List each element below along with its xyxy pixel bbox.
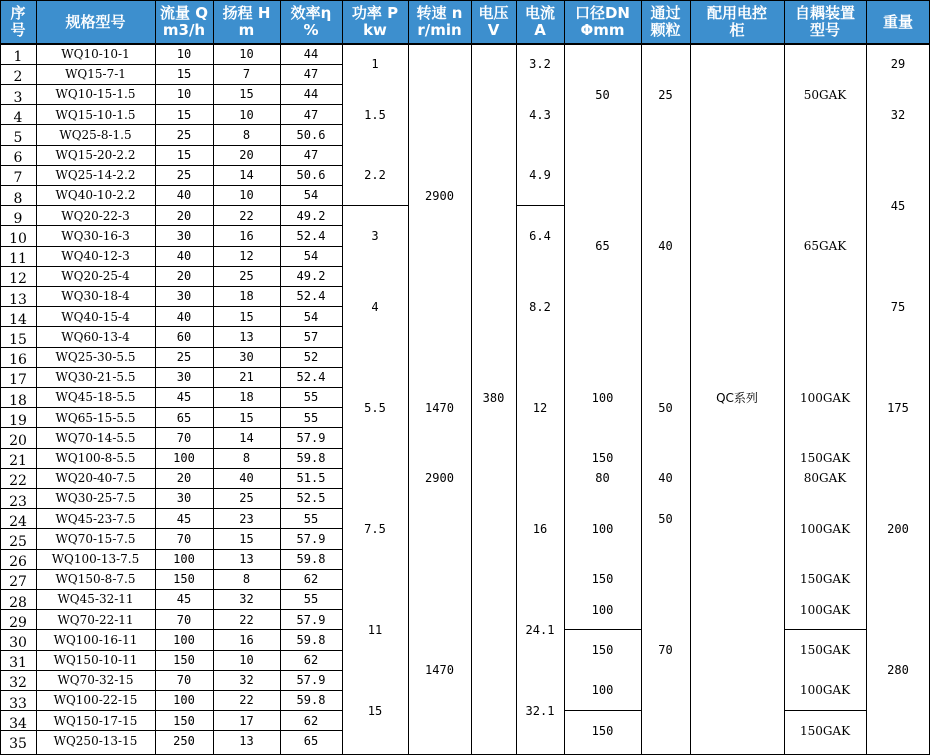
particle-cell: 50 <box>641 488 690 549</box>
power-cell: 2.2 <box>342 145 408 206</box>
coupling-cell: 100GAK <box>784 670 866 710</box>
row-model: WQ100-16-11 <box>36 630 155 650</box>
grid-line <box>0 629 342 630</box>
row-efficiency: 55 <box>280 509 342 529</box>
power-cell: 1.5 <box>342 84 408 145</box>
row-flow: 45 <box>155 509 213 529</box>
grid-line <box>0 690 342 691</box>
row-flow: 25 <box>155 165 213 185</box>
grid-line <box>0 609 342 610</box>
row-head: 16 <box>213 226 280 246</box>
row-head: 17 <box>213 711 280 731</box>
row-index: 32 <box>0 670 36 690</box>
diameter-cell: 100 <box>564 347 641 448</box>
row-efficiency: 51.5 <box>280 468 342 488</box>
header-current: 电流 A <box>516 0 564 44</box>
row-efficiency: 57.9 <box>280 610 342 630</box>
row-model: WQ70-14-5.5 <box>36 428 155 448</box>
row-flow: 100 <box>155 448 213 468</box>
current-cell: 6.4 <box>516 206 564 267</box>
row-efficiency: 50.6 <box>280 165 342 185</box>
voltage-cell: 380 <box>471 44 516 751</box>
current-cell: 3.2 <box>516 44 564 84</box>
row-head: 15 <box>213 408 280 428</box>
grid-line <box>0 246 342 247</box>
row-model: WQ25-8-1.5 <box>36 125 155 145</box>
speed-cell: 1470 <box>408 347 471 468</box>
particle-cell: 70 <box>641 549 690 751</box>
row-model: WQ20-40-7.5 <box>36 468 155 488</box>
row-efficiency: 47 <box>280 145 342 165</box>
row-index: 31 <box>0 650 36 670</box>
row-head: 22 <box>213 690 280 710</box>
header-speed: 转速 n r/min <box>408 0 471 44</box>
row-flow: 150 <box>155 650 213 670</box>
row-index: 28 <box>0 589 36 609</box>
particle-cell: 50 <box>641 347 690 468</box>
diameter-cell: 100 <box>564 670 641 710</box>
row-model: WQ45-23-7.5 <box>36 509 155 529</box>
row-flow: 250 <box>155 731 213 751</box>
row-model: WQ30-25-7.5 <box>36 488 155 508</box>
grid-line <box>0 468 342 469</box>
weight-cell: 32 <box>866 84 930 145</box>
row-head: 25 <box>213 266 280 286</box>
row-model: WQ40-15-4 <box>36 307 155 327</box>
grid-line <box>0 730 342 731</box>
row-head: 10 <box>213 44 280 64</box>
coupling-cell: 150GAK <box>784 711 866 751</box>
power-cell: 5.5 <box>342 347 408 468</box>
row-head: 13 <box>213 327 280 347</box>
row-model: WQ150-17-15 <box>36 711 155 731</box>
header-flow: 流量 Q m3/h <box>155 0 213 44</box>
speed-cell: 2900 <box>408 468 471 488</box>
row-model: WQ20-25-4 <box>36 266 155 286</box>
grid-line <box>0 670 342 671</box>
row-model: WQ45-18-5.5 <box>36 387 155 407</box>
coupling-cell: 100GAK <box>784 589 866 629</box>
row-index: 7 <box>0 165 36 185</box>
header-head: 扬程 H m <box>213 0 280 44</box>
row-flow: 20 <box>155 266 213 286</box>
header-particle: 通过 颗粒 <box>641 0 690 44</box>
row-index: 2 <box>0 64 36 84</box>
row-index: 11 <box>0 246 36 266</box>
power-cell: 1 <box>342 44 408 84</box>
row-flow: 30 <box>155 488 213 508</box>
row-efficiency: 52.4 <box>280 286 342 306</box>
weight-cell: 29 <box>866 44 930 84</box>
row-efficiency: 50.6 <box>280 125 342 145</box>
row-efficiency: 54 <box>280 185 342 205</box>
row-efficiency: 57.9 <box>280 529 342 549</box>
row-flow: 60 <box>155 327 213 347</box>
weight-cell: 45 <box>866 145 930 266</box>
grid-line <box>0 84 342 85</box>
current-cell: 32.1 <box>516 670 564 751</box>
coupling-cell: 150GAK <box>784 569 866 589</box>
row-head: 10 <box>213 105 280 125</box>
header-index: 序 号 <box>0 0 36 44</box>
row-head: 32 <box>213 589 280 609</box>
row-index: 29 <box>0 610 36 630</box>
row-index: 8 <box>0 185 36 205</box>
row-head: 22 <box>213 610 280 630</box>
grid-line <box>0 589 342 590</box>
row-head: 10 <box>213 650 280 670</box>
row-index: 4 <box>0 105 36 125</box>
coupling-cell: 100GAK <box>784 347 866 448</box>
diameter-cell: 80 <box>564 468 641 488</box>
row-flow: 10 <box>155 44 213 64</box>
row-flow: 25 <box>155 347 213 367</box>
current-cell: 4.3 <box>516 84 564 145</box>
header-voltage: 电压 V <box>471 0 516 44</box>
row-head: 15 <box>213 307 280 327</box>
grid-line <box>0 124 342 125</box>
row-model: WQ45-32-11 <box>36 589 155 609</box>
row-index: 16 <box>0 347 36 367</box>
header-weight: 重量 <box>866 0 930 44</box>
row-model: WQ40-12-3 <box>36 246 155 266</box>
row-efficiency: 55 <box>280 387 342 407</box>
grid-line <box>0 347 342 348</box>
particle-cell: 40 <box>641 145 690 347</box>
row-head: 14 <box>213 165 280 185</box>
row-efficiency: 52.4 <box>280 226 342 246</box>
row-efficiency: 47 <box>280 105 342 125</box>
row-index: 19 <box>0 408 36 428</box>
row-index: 23 <box>0 488 36 508</box>
row-flow: 70 <box>155 670 213 690</box>
current-cell: 8.2 <box>516 266 564 347</box>
grid-line <box>0 488 342 489</box>
current-cell: 16 <box>516 468 564 589</box>
row-model: WQ250-13-15 <box>36 731 155 751</box>
diameter-cell: 150 <box>564 569 641 589</box>
row-index: 22 <box>0 468 36 488</box>
row-head: 15 <box>213 84 280 104</box>
row-flow: 15 <box>155 105 213 125</box>
row-index: 6 <box>0 145 36 165</box>
row-model: WQ70-32-15 <box>36 670 155 690</box>
diameter-cell: 50 <box>564 44 641 145</box>
power-cell: 15 <box>342 670 408 751</box>
row-index: 3 <box>0 84 36 104</box>
grid-line <box>0 549 342 550</box>
header-cabinet: 配用电控 柜 <box>690 0 784 44</box>
grid-line <box>0 43 930 45</box>
speed-cell <box>408 488 471 589</box>
row-head: 13 <box>213 549 280 569</box>
header-diameter: 口径DN Φmm <box>564 0 641 44</box>
row-head: 12 <box>213 246 280 266</box>
row-model: WQ100-13-7.5 <box>36 549 155 569</box>
grid-line <box>0 387 342 388</box>
grid-line <box>408 0 409 755</box>
coupling-cell: 65GAK <box>784 145 866 347</box>
grid-line <box>0 0 1 755</box>
row-index: 24 <box>0 509 36 529</box>
row-flow: 100 <box>155 690 213 710</box>
row-model: WQ15-7-1 <box>36 64 155 84</box>
current-cell: 4.9 <box>516 145 564 206</box>
row-efficiency: 54 <box>280 307 342 327</box>
grid-line <box>0 367 342 368</box>
row-index: 20 <box>0 428 36 448</box>
grid-line <box>0 427 342 428</box>
row-flow: 70 <box>155 428 213 448</box>
coupling-cell: 50GAK <box>784 44 866 145</box>
row-efficiency: 44 <box>280 84 342 104</box>
diameter-cell: 150 <box>564 630 641 670</box>
row-index: 5 <box>0 125 36 145</box>
grid-line <box>641 0 642 755</box>
row-index: 14 <box>0 307 36 327</box>
row-index: 35 <box>0 731 36 751</box>
row-head: 10 <box>213 185 280 205</box>
row-model: WQ30-18-4 <box>36 286 155 306</box>
grid-line <box>0 569 342 570</box>
row-model: WQ65-15-5.5 <box>36 408 155 428</box>
coupling-cell: 150GAK <box>784 630 866 670</box>
row-index: 15 <box>0 327 36 347</box>
row-efficiency: 49.2 <box>280 206 342 226</box>
grid-line <box>0 650 342 651</box>
row-efficiency: 59.8 <box>280 549 342 569</box>
power-cell: 7.5 <box>342 468 408 589</box>
row-model: WQ10-15-1.5 <box>36 84 155 104</box>
row-model: WQ60-13-4 <box>36 327 155 347</box>
header-coupling: 自耦装置 型号 <box>784 0 866 44</box>
row-efficiency: 59.8 <box>280 448 342 468</box>
row-efficiency: 62 <box>280 569 342 589</box>
row-efficiency: 62 <box>280 650 342 670</box>
diameter-cell: 150 <box>564 448 641 468</box>
grid-line <box>0 145 342 146</box>
row-flow: 10 <box>155 84 213 104</box>
row-head: 18 <box>213 286 280 306</box>
grid-line <box>690 0 691 755</box>
row-index: 21 <box>0 448 36 468</box>
row-model: WQ25-30-5.5 <box>36 347 155 367</box>
grid-line <box>0 205 342 206</box>
row-model: WQ150-10-11 <box>36 650 155 670</box>
row-index: 27 <box>0 569 36 589</box>
row-efficiency: 57.9 <box>280 670 342 690</box>
grid-line <box>516 0 517 755</box>
row-head: 8 <box>213 448 280 468</box>
grid-line <box>36 0 37 755</box>
row-flow: 20 <box>155 468 213 488</box>
row-efficiency: 52.5 <box>280 488 342 508</box>
row-efficiency: 52 <box>280 347 342 367</box>
row-efficiency: 55 <box>280 589 342 609</box>
row-head: 30 <box>213 347 280 367</box>
row-head: 7 <box>213 64 280 84</box>
row-head: 13 <box>213 731 280 751</box>
row-index: 1 <box>0 44 36 64</box>
row-head: 20 <box>213 145 280 165</box>
diameter-cell: 65 <box>564 145 641 347</box>
row-efficiency: 65 <box>280 731 342 751</box>
row-efficiency: 44 <box>280 44 342 64</box>
row-head: 22 <box>213 206 280 226</box>
row-model: WQ30-21-5.5 <box>36 367 155 387</box>
grid-line <box>0 104 342 105</box>
power-cell: 11 <box>342 589 408 670</box>
row-model: WQ70-22-11 <box>36 610 155 630</box>
row-head: 8 <box>213 569 280 589</box>
row-head: 21 <box>213 367 280 387</box>
row-efficiency: 62 <box>280 711 342 731</box>
row-model: WQ15-10-1.5 <box>36 105 155 125</box>
row-index: 18 <box>0 387 36 407</box>
grid-line <box>342 0 343 755</box>
row-head: 8 <box>213 125 280 145</box>
row-flow: 40 <box>155 246 213 266</box>
row-index: 17 <box>0 367 36 387</box>
grid-line <box>0 306 342 307</box>
row-flow: 30 <box>155 286 213 306</box>
row-index: 26 <box>0 549 36 569</box>
row-flow: 40 <box>155 185 213 205</box>
row-model: WQ40-10-2.2 <box>36 185 155 205</box>
header-power: 功率 P kw <box>342 0 408 44</box>
grid-line <box>0 508 342 509</box>
row-index: 30 <box>0 630 36 650</box>
row-flow: 30 <box>155 226 213 246</box>
power-cell: 3 <box>342 206 408 267</box>
grid-line <box>0 286 342 287</box>
row-flow: 25 <box>155 125 213 145</box>
row-efficiency: 59.8 <box>280 690 342 710</box>
row-model: WQ150-8-7.5 <box>36 569 155 589</box>
weight-cell: 280 <box>866 589 930 751</box>
grid-line <box>155 0 156 755</box>
row-index: 9 <box>0 206 36 226</box>
row-flow: 30 <box>155 367 213 387</box>
row-head: 25 <box>213 488 280 508</box>
coupling-cell: 80GAK <box>784 468 866 488</box>
row-head: 15 <box>213 529 280 549</box>
row-model: WQ100-22-15 <box>36 690 155 710</box>
grid-line <box>0 448 342 449</box>
particle-cell: 25 <box>641 44 690 145</box>
current-cell: 12 <box>516 347 564 468</box>
diameter-cell: 100 <box>564 488 641 569</box>
row-head: 14 <box>213 428 280 448</box>
diameter-cell: 100 <box>564 589 641 629</box>
row-efficiency: 59.8 <box>280 630 342 650</box>
row-index: 10 <box>0 226 36 246</box>
weight-cell: 75 <box>866 266 930 347</box>
row-efficiency: 57 <box>280 327 342 347</box>
header-efficiency: 效率η % <box>280 0 342 44</box>
grid-line <box>564 0 565 755</box>
row-flow: 70 <box>155 529 213 549</box>
row-flow: 65 <box>155 408 213 428</box>
row-flow: 70 <box>155 610 213 630</box>
row-head: 40 <box>213 468 280 488</box>
row-model: WQ15-20-2.2 <box>36 145 155 165</box>
row-head: 32 <box>213 670 280 690</box>
row-index: 34 <box>0 711 36 731</box>
row-index: 13 <box>0 286 36 306</box>
row-head: 16 <box>213 630 280 650</box>
grid-line <box>213 0 214 755</box>
row-index: 25 <box>0 529 36 549</box>
current-cell: 24.1 <box>516 589 564 670</box>
row-model: WQ70-15-7.5 <box>36 529 155 549</box>
row-flow: 45 <box>155 589 213 609</box>
row-head: 23 <box>213 509 280 529</box>
row-model: WQ25-14-2.2 <box>36 165 155 185</box>
row-flow: 15 <box>155 145 213 165</box>
row-flow: 100 <box>155 630 213 650</box>
row-head: 18 <box>213 387 280 407</box>
grid-line <box>784 0 785 755</box>
grid-line <box>0 407 342 408</box>
grid-line <box>866 0 867 755</box>
row-efficiency: 52.4 <box>280 367 342 387</box>
grid-line <box>0 266 342 267</box>
row-flow: 150 <box>155 569 213 589</box>
row-model: WQ20-22-3 <box>36 206 155 226</box>
cabinet-cell: QC系列 <box>690 44 784 751</box>
weight-cell: 200 <box>866 468 930 589</box>
speed-cell: 2900 <box>408 44 471 347</box>
coupling-cell: 100GAK <box>784 488 866 569</box>
grid-line <box>0 710 342 711</box>
particle-cell: 40 <box>641 468 690 488</box>
row-efficiency: 54 <box>280 246 342 266</box>
row-index: 33 <box>0 690 36 710</box>
header-model: 规格型号 <box>36 0 155 44</box>
coupling-cell: 150GAK <box>784 448 866 468</box>
diameter-cell: 150 <box>564 711 641 751</box>
row-efficiency: 57.9 <box>280 428 342 448</box>
grid-line <box>0 185 342 186</box>
grid-line <box>0 0 930 1</box>
row-flow: 15 <box>155 64 213 84</box>
row-efficiency: 49.2 <box>280 266 342 286</box>
row-model: WQ100-8-5.5 <box>36 448 155 468</box>
row-model: WQ10-10-1 <box>36 44 155 64</box>
power-cell: 4 <box>342 266 408 347</box>
row-flow: 20 <box>155 206 213 226</box>
grid-line <box>0 64 342 65</box>
row-flow: 150 <box>155 711 213 731</box>
grid-line <box>0 326 342 327</box>
grid-line <box>471 0 472 755</box>
row-flow: 100 <box>155 549 213 569</box>
row-efficiency: 55 <box>280 408 342 428</box>
grid-line <box>0 225 342 226</box>
speed-cell: 1470 <box>408 589 471 751</box>
grid-line <box>0 165 342 166</box>
row-index: 12 <box>0 266 36 286</box>
row-model: WQ30-16-3 <box>36 226 155 246</box>
grid-line <box>0 528 342 529</box>
row-efficiency: 47 <box>280 64 342 84</box>
weight-cell: 175 <box>866 347 930 468</box>
row-flow: 45 <box>155 387 213 407</box>
row-flow: 40 <box>155 307 213 327</box>
grid-line <box>280 0 281 755</box>
